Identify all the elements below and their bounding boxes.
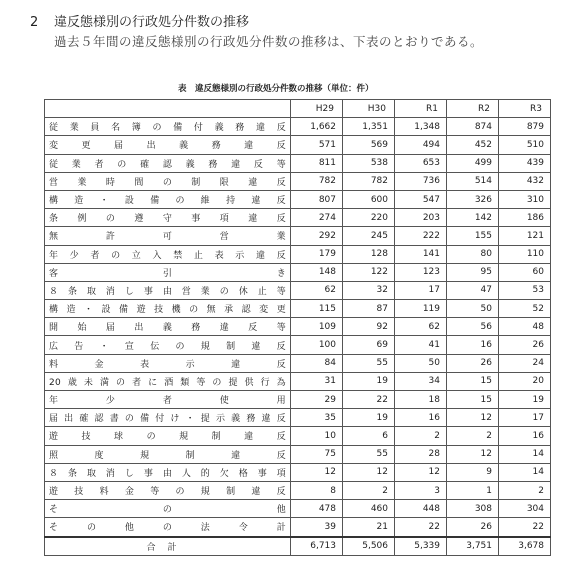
intro-text: 過去５年間の違反態様別の行政処分件数の推移は、下表のとおりである。 — [54, 34, 484, 49]
value-cell: 811 — [291, 154, 343, 172]
table-row — [45, 154, 551, 172]
value-cell: 50 — [447, 300, 499, 318]
value-cell: 62 — [395, 318, 447, 336]
value-cell: 310 — [499, 190, 551, 208]
value-cell: 52 — [499, 300, 551, 318]
total-cell: 6,713 — [291, 537, 343, 556]
value-cell: 874 — [447, 118, 499, 136]
value-cell: 222 — [395, 227, 447, 245]
table-row — [45, 463, 551, 481]
value-cell: 148 — [291, 263, 343, 281]
category-cell: 営業時間の制限違反 — [45, 172, 291, 190]
category-cell: 従業員名簿の備付義務違反 — [45, 118, 291, 136]
value-cell: 304 — [499, 500, 551, 518]
category-cell: 変更届出義務違反 — [45, 136, 291, 154]
category-cell: ８条取消し事由人的欠格事項 — [45, 463, 291, 481]
value-cell: 538 — [343, 154, 395, 172]
header-category-cell — [45, 100, 291, 118]
value-cell: 2 — [343, 481, 395, 499]
value-cell: 109 — [291, 318, 343, 336]
value-cell: 84 — [291, 354, 343, 372]
category-cell: ８条取消し事由営業の休止等 — [45, 281, 291, 299]
total-cell: 3,678 — [499, 537, 551, 556]
section-title: 違反態様別の行政処分件数の推移 — [54, 15, 250, 30]
total-label: 合計 — [45, 537, 291, 556]
table-row — [45, 300, 551, 318]
value-cell: 452 — [447, 136, 499, 154]
value-cell: 123 — [395, 263, 447, 281]
value-cell: 80 — [447, 245, 499, 263]
value-cell: 600 — [343, 190, 395, 208]
value-cell: 274 — [291, 209, 343, 227]
value-cell: 3 — [395, 481, 447, 499]
value-cell: 879 — [499, 118, 551, 136]
value-cell: 22 — [343, 391, 395, 409]
year-header: H29 — [291, 100, 343, 118]
category-cell: 料金表示違反 — [45, 354, 291, 372]
value-cell: 12 — [447, 409, 499, 427]
value-cell: 39 — [291, 518, 343, 537]
value-cell: 807 — [291, 190, 343, 208]
table-row — [45, 445, 551, 463]
value-cell: 47 — [447, 281, 499, 299]
value-cell: 510 — [499, 136, 551, 154]
value-cell: 21 — [343, 518, 395, 537]
value-cell: 10 — [291, 427, 343, 445]
value-cell: 292 — [291, 227, 343, 245]
value-cell: 782 — [343, 172, 395, 190]
value-cell: 16 — [395, 409, 447, 427]
value-cell: 56 — [447, 318, 499, 336]
section-heading — [30, 11, 249, 30]
value-cell: 448 — [395, 500, 447, 518]
total-cell: 5,506 — [343, 537, 395, 556]
value-cell: 12 — [447, 445, 499, 463]
year-header: R1 — [395, 100, 447, 118]
value-cell: 29 — [291, 391, 343, 409]
category-cell: その他 — [45, 500, 291, 518]
value-cell: 26 — [499, 336, 551, 354]
table-row — [45, 518, 551, 537]
table-row — [45, 336, 551, 354]
value-cell: 432 — [499, 172, 551, 190]
value-cell: 1 — [447, 481, 499, 499]
value-cell: 20 — [499, 372, 551, 390]
value-cell: 179 — [291, 245, 343, 263]
value-cell: 2 — [447, 427, 499, 445]
table-row — [45, 409, 551, 427]
value-cell: 122 — [343, 263, 395, 281]
value-cell: 26 — [447, 354, 499, 372]
value-cell: 439 — [499, 154, 551, 172]
value-cell: 653 — [395, 154, 447, 172]
value-cell: 499 — [447, 154, 499, 172]
value-cell: 19 — [499, 391, 551, 409]
value-cell: 32 — [343, 281, 395, 299]
table-row — [45, 427, 551, 445]
value-cell: 22 — [395, 518, 447, 537]
category-cell: 年少者使用 — [45, 391, 291, 409]
table-row — [45, 354, 551, 372]
value-cell: 9 — [447, 463, 499, 481]
value-cell: 547 — [395, 190, 447, 208]
value-cell: 14 — [499, 463, 551, 481]
value-cell: 8 — [291, 481, 343, 499]
value-cell: 53 — [499, 281, 551, 299]
value-cell: 95 — [447, 263, 499, 281]
year-header: R2 — [447, 100, 499, 118]
value-cell: 19 — [343, 409, 395, 427]
value-cell: 87 — [343, 300, 395, 318]
category-cell: 遊技球の規制違反 — [45, 427, 291, 445]
section-number: 2 — [30, 15, 39, 30]
value-cell: 494 — [395, 136, 447, 154]
value-cell: 569 — [343, 136, 395, 154]
table-row — [45, 500, 551, 518]
value-cell: 48 — [499, 318, 551, 336]
category-cell: 年少者の立入禁止表示違反 — [45, 245, 291, 263]
value-cell: 55 — [343, 445, 395, 463]
total-row — [45, 537, 551, 556]
value-cell: 60 — [499, 263, 551, 281]
value-cell: 35 — [291, 409, 343, 427]
value-cell: 15 — [447, 391, 499, 409]
total-cell: 5,339 — [395, 537, 447, 556]
value-cell: 12 — [395, 463, 447, 481]
value-cell: 2 — [499, 481, 551, 499]
value-cell: 31 — [291, 372, 343, 390]
value-cell: 478 — [291, 500, 343, 518]
value-cell: 1,348 — [395, 118, 447, 136]
category-cell: 条例の遵守事項違反 — [45, 209, 291, 227]
table-row — [45, 372, 551, 390]
table-row — [45, 481, 551, 499]
table-row — [45, 245, 551, 263]
value-cell: 18 — [395, 391, 447, 409]
value-cell: 75 — [291, 445, 343, 463]
value-cell: 326 — [447, 190, 499, 208]
table-row — [45, 136, 551, 154]
value-cell: 782 — [291, 172, 343, 190]
value-cell: 69 — [343, 336, 395, 354]
category-cell: 遊技料金等の規制違反 — [45, 481, 291, 499]
value-cell: 2 — [395, 427, 447, 445]
category-cell: その他の法令計 — [45, 518, 291, 537]
table-row — [45, 209, 551, 227]
value-cell: 12 — [291, 463, 343, 481]
value-cell: 110 — [499, 245, 551, 263]
value-cell: 6 — [343, 427, 395, 445]
header-row — [45, 100, 551, 118]
value-cell: 736 — [395, 172, 447, 190]
value-cell: 28 — [395, 445, 447, 463]
value-cell: 16 — [499, 427, 551, 445]
value-cell: 121 — [499, 227, 551, 245]
value-cell: 142 — [447, 209, 499, 227]
total-cell: 3,751 — [447, 537, 499, 556]
violation-table — [44, 99, 551, 556]
value-cell: 141 — [395, 245, 447, 263]
value-cell: 14 — [499, 445, 551, 463]
value-cell: 92 — [343, 318, 395, 336]
table-row — [45, 172, 551, 190]
category-cell: 開始届出義務違反等 — [45, 318, 291, 336]
value-cell: 12 — [343, 463, 395, 481]
category-cell: 無許可営業 — [45, 227, 291, 245]
year-header: R3 — [499, 100, 551, 118]
value-cell: 62 — [291, 281, 343, 299]
value-cell: 186 — [499, 209, 551, 227]
value-cell: 514 — [447, 172, 499, 190]
value-cell: 119 — [395, 300, 447, 318]
value-cell: 115 — [291, 300, 343, 318]
value-cell: 34 — [395, 372, 447, 390]
value-cell: 1,662 — [291, 118, 343, 136]
category-cell: 構造・設備遊技機の無承認変更 — [45, 300, 291, 318]
value-cell: 220 — [343, 209, 395, 227]
value-cell: 245 — [343, 227, 395, 245]
table-row — [45, 391, 551, 409]
category-cell: 従業者の確認義務違反等 — [45, 154, 291, 172]
category-cell: 届出確認書の備付け・提示義務違反 — [45, 409, 291, 427]
value-cell: 26 — [447, 518, 499, 537]
value-cell: 155 — [447, 227, 499, 245]
value-cell: 16 — [447, 336, 499, 354]
table-row — [45, 118, 551, 136]
value-cell: 1,351 — [343, 118, 395, 136]
table-row — [45, 227, 551, 245]
value-cell: 24 — [499, 354, 551, 372]
category-cell: 広告・宣伝の規制違反 — [45, 336, 291, 354]
value-cell: 571 — [291, 136, 343, 154]
value-cell: 15 — [447, 372, 499, 390]
table-row — [45, 318, 551, 336]
category-cell: 20歳未満の者に酒類等の提供行為 — [45, 372, 291, 390]
table-row — [45, 281, 551, 299]
value-cell: 50 — [395, 354, 447, 372]
table-row — [45, 190, 551, 208]
value-cell: 19 — [343, 372, 395, 390]
value-cell: 17 — [499, 409, 551, 427]
value-cell: 55 — [343, 354, 395, 372]
year-header: H30 — [343, 100, 395, 118]
category-cell: 構造・設備の維持違反 — [45, 190, 291, 208]
value-cell: 460 — [343, 500, 395, 518]
value-cell: 128 — [343, 245, 395, 263]
value-cell: 41 — [395, 336, 447, 354]
table-row — [45, 263, 551, 281]
category-cell: 客引き — [45, 263, 291, 281]
value-cell: 17 — [395, 281, 447, 299]
category-cell: 照度規制違反 — [45, 445, 291, 463]
value-cell: 22 — [499, 518, 551, 537]
value-cell: 203 — [395, 209, 447, 227]
value-cell: 100 — [291, 336, 343, 354]
table-caption: 表 違反態様別の行政処分件数の推移（単位：件） — [178, 84, 374, 94]
value-cell: 308 — [447, 500, 499, 518]
